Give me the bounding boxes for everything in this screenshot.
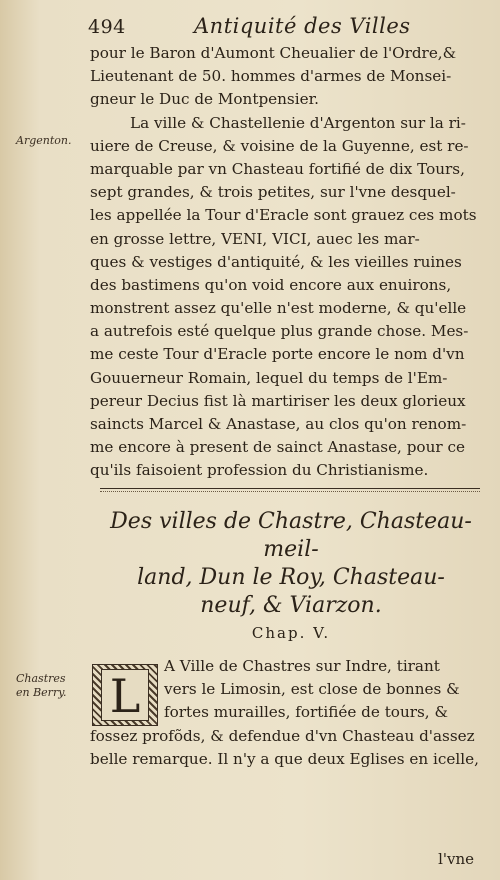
margin-note-chastres (16, 672, 66, 700)
text-line: belle remarque. Il n'y a que deux Eglises en icelle, (90, 749, 479, 768)
text-line: La ville & Chastellenie d'Argenton sur la ri- (130, 113, 466, 132)
text-line: qu'ils faisoient profession du Christianisme. (90, 461, 429, 480)
section-title-line: neuf, & Viarzon. (200, 593, 382, 618)
text-line: fossez profõds, & defendue d'vn Chasteau d'assez (90, 726, 475, 745)
catchword: l'vne (438, 850, 474, 868)
text-line: me encore à present de sainct Anastase, pour ce (90, 438, 465, 457)
text-line: les appellée la Tour d'Eracle sont grauez ces mots (90, 206, 477, 225)
page-header (88, 14, 480, 42)
margin-note-argenton: Argenton. (16, 134, 72, 147)
text-line: A Ville de Chastres sur Indre, tirant (164, 657, 440, 675)
text-line: pereur Decius fist là martiriser les deux glorieux (90, 391, 466, 410)
chapter-heading: Chap. V. (251, 624, 331, 642)
text-line: me ceste Tour d'Eracle porte encore le nom d'vn (90, 345, 465, 364)
text-line: ques & vestiges d'antiquité, & les vieilles ruines (90, 252, 462, 271)
text-line: fortes murailles, fortifiée de tours, & (164, 703, 448, 722)
running-title: Antiquité des Villes (194, 14, 411, 38)
text-line: vers le Limosin, est close de bonnes & (164, 680, 460, 699)
text-line: Lieutenant de 50. hommes d'armes de Monsei- (90, 67, 452, 86)
initial-letter: L (101, 669, 149, 721)
section-divider (100, 488, 480, 492)
paragraph-chastres (90, 655, 482, 771)
text-line: uiere de Creuse, & voisine de la Guyenne, est re- (90, 136, 469, 155)
text-line: sept grandes, & trois petites, sur l'vne desquel- (90, 183, 456, 202)
text-line: des bastimens qu'on void encore aux enuirons, (90, 275, 452, 294)
text-line: en grosse lettre, VENI, VICI, auec les mar- (90, 229, 420, 248)
text-line: saincts Marcel & Anastase, au clos qu'on renom- (90, 415, 467, 433)
section-title-line: land, Dun le Roy, Chasteau- (137, 565, 445, 590)
section-title (96, 508, 486, 620)
margin-note-line: en Berry. (16, 686, 67, 699)
text-line: Gouuerneur Romain, lequel du temps de l'Em- (90, 368, 448, 387)
text-line: marquable par vn Chasteau fortifié de dix Tours, (90, 159, 465, 178)
text-line: a autrefois esté quelque plus grande chose. Mes- (90, 322, 469, 341)
margin-note-line: Chastres (16, 672, 66, 685)
paragraph-argenton (90, 42, 482, 483)
section-title-line: Des villes de Chastre, Chasteau-meil- (110, 509, 472, 562)
text-line: gneur le Duc de Montpensier. (90, 90, 319, 109)
text-line: pour le Baron d'Aumont Cheualier de l'Ordre,& (90, 44, 457, 62)
page-number: 494 (88, 16, 126, 38)
text-line: monstrent assez qu'elle n'est moderne, & qu'elle (90, 299, 467, 318)
